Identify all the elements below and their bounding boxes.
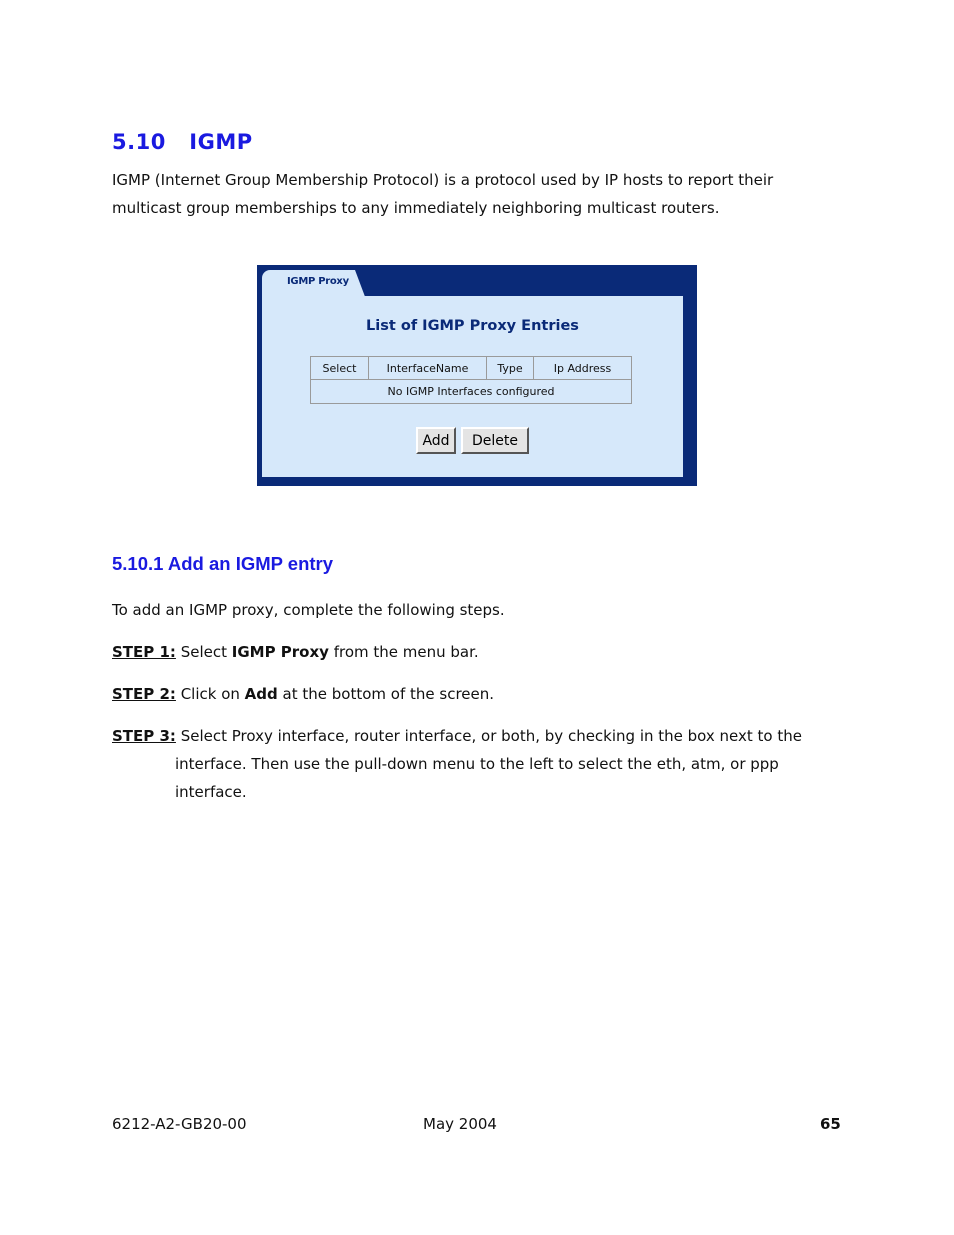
tab-label: IGMP Proxy bbox=[287, 276, 349, 287]
proxy-panel bbox=[262, 296, 683, 477]
step-text: Select Proxy interface, router interface, or both, by checking in the box next to the bbox=[175, 727, 802, 745]
intro-paragraph: IGMP (Internet Group Membership Protocol) is a protocol used by IP hosts to report their multicast group memberships to any immediately neighboring multicast routers. bbox=[112, 171, 774, 217]
empty-message: No IGMP Interfaces configured bbox=[311, 380, 632, 404]
footer-doc-id: 6212-A2-GB20-00 bbox=[112, 1115, 247, 1133]
step-bold: IGMP Proxy bbox=[231, 643, 329, 661]
step-label: STEP 3: bbox=[112, 727, 176, 745]
header-select: Select bbox=[311, 357, 369, 380]
step-bold: Add bbox=[244, 685, 278, 703]
step-text: interface. Then use the pull-down menu to the left to select the eth, atm, or ppp bbox=[175, 755, 779, 773]
subsection-heading: 5.10.1 Add an IGMP entry bbox=[112, 553, 334, 574]
table-row bbox=[311, 380, 632, 404]
step-text: at the bottom of the screen. bbox=[277, 685, 495, 703]
header-interface-name: InterfaceName bbox=[369, 357, 487, 380]
add-button[interactable]: Add bbox=[416, 427, 456, 454]
section-heading bbox=[112, 130, 253, 154]
steps-lead: To add an IGMP proxy, complete the following steps. bbox=[112, 601, 505, 619]
proxy-entries-table bbox=[310, 356, 632, 404]
page-number: 65 bbox=[820, 1115, 841, 1133]
step-text: interface. bbox=[175, 783, 247, 801]
step-2 bbox=[112, 680, 842, 708]
step-label: STEP 2: bbox=[112, 685, 176, 703]
step-1 bbox=[112, 638, 842, 666]
footer-date: May 2004 bbox=[423, 1115, 497, 1133]
header-type: Type bbox=[487, 357, 534, 380]
step-text: Select bbox=[175, 643, 232, 661]
panel-title: List of IGMP Proxy Entries bbox=[366, 318, 579, 334]
table-header-row bbox=[311, 357, 632, 380]
delete-button[interactable]: Delete bbox=[461, 427, 529, 454]
section-title: IGMP bbox=[189, 130, 253, 154]
section-number: 5.10 bbox=[112, 130, 166, 154]
step-label: STEP 1: bbox=[112, 643, 176, 661]
header-ip-address: Ip Address bbox=[534, 357, 632, 380]
step-3 bbox=[112, 722, 842, 806]
step-text: from the menu bar. bbox=[328, 643, 479, 661]
step-text: Click on bbox=[175, 685, 245, 703]
igmp-proxy-screenshot bbox=[257, 265, 697, 486]
